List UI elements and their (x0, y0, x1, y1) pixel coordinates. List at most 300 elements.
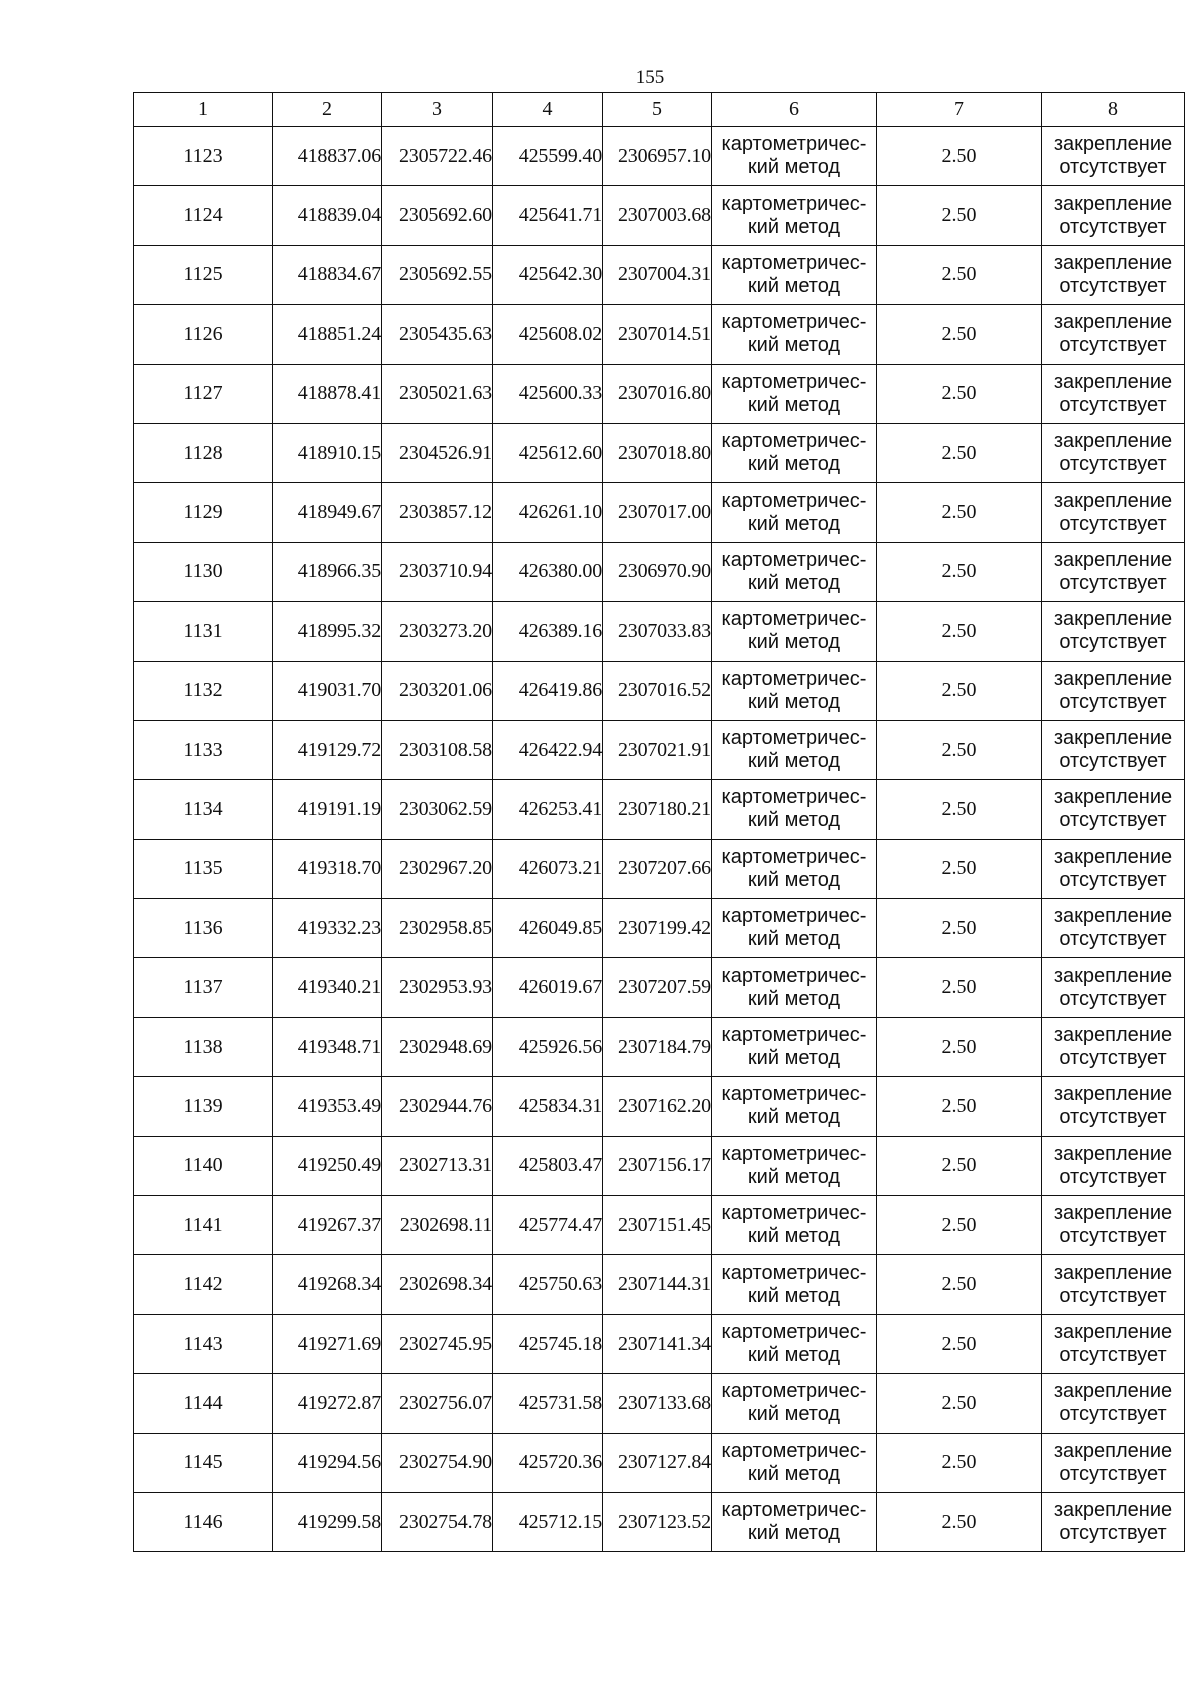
coordinate-x1-cell: 418837.06 (273, 127, 382, 186)
column-header: 1 (134, 93, 273, 127)
coordinate-x1-cell: 419031.70 (273, 661, 382, 720)
coordinate-x2-cell: 425612.60 (493, 423, 603, 482)
method-cell (712, 1017, 877, 1076)
coordinate-y2-cell: 2306970.90 (603, 542, 712, 601)
coordinate-x2-cell: 426049.85 (493, 899, 603, 958)
coordinate-y1-cell: 2302698.11 (382, 1196, 493, 1255)
point-number-cell: 1132 (134, 661, 273, 720)
method-line: кий метод (747, 1047, 841, 1070)
coordinate-x2-cell: 425712.15 (493, 1492, 603, 1551)
status-line: отсутствует (1059, 1284, 1167, 1307)
table-row (134, 1433, 1185, 1492)
point-number-cell: 1123 (134, 127, 273, 186)
method-line: картометричес- (721, 786, 867, 809)
status-line: отсутствует (1059, 631, 1167, 654)
method-line: кий метод (747, 1403, 841, 1426)
coordinate-y2-cell: 2307004.31 (603, 245, 712, 304)
status-line: закрепление (1053, 1321, 1173, 1343)
coordinate-y2-cell: 2307184.79 (603, 1017, 712, 1076)
coordinate-y2-cell: 2307180.21 (603, 780, 712, 839)
status-line: отсутствует (1059, 274, 1167, 297)
point-number-cell: 1124 (134, 186, 273, 245)
column-header: 7 (877, 93, 1042, 127)
accuracy-cell: 2.50 (877, 1136, 1042, 1195)
status-line: отсутствует (1059, 393, 1167, 416)
coordinate-x2-cell: 425599.40 (493, 127, 603, 186)
method-cell (712, 661, 877, 720)
accuracy-cell: 2.50 (877, 1077, 1042, 1136)
status-line: отсутствует (1059, 156, 1167, 179)
table-row (134, 305, 1185, 364)
method-line: кий метод (747, 215, 841, 238)
coordinate-x2-cell: 425720.36 (493, 1433, 603, 1492)
status-cell (1042, 1492, 1185, 1551)
column-header: 6 (712, 93, 877, 127)
status-line: отсутствует (1059, 1225, 1167, 1248)
coordinate-y2-cell: 2307017.00 (603, 483, 712, 542)
method-line: картометричес- (721, 1024, 867, 1047)
status-line: закрепление (1053, 1202, 1173, 1225)
point-number-cell: 1139 (134, 1077, 273, 1136)
status-line: отсутствует (1059, 809, 1167, 832)
accuracy-cell: 2.50 (877, 958, 1042, 1017)
coordinate-y1-cell: 2305021.63 (382, 364, 493, 423)
method-line: картометричес- (721, 1499, 867, 1522)
method-line: кий метод (747, 453, 841, 476)
point-number-cell: 1135 (134, 839, 273, 898)
status-line: закрепление (1053, 1380, 1173, 1403)
status-line: отсутствует (1059, 1106, 1167, 1129)
table-row (134, 661, 1185, 720)
table-row (134, 1136, 1185, 1195)
method-cell (712, 1136, 877, 1195)
status-line: закрепление (1053, 1261, 1173, 1284)
status-cell (1042, 899, 1185, 958)
status-line: закрепление (1053, 667, 1173, 690)
table-body (134, 127, 1185, 1552)
coordinate-y2-cell: 2307151.45 (603, 1196, 712, 1255)
status-cell (1042, 1255, 1185, 1314)
status-cell (1042, 127, 1185, 186)
coordinate-y1-cell: 2302698.34 (382, 1255, 493, 1314)
coordinate-y1-cell: 2304526.91 (382, 423, 493, 482)
method-line: картометричес- (721, 964, 867, 987)
coordinates-table (133, 92, 1185, 1552)
coordinate-x2-cell: 426253.41 (493, 780, 603, 839)
method-line: кий метод (747, 1225, 841, 1248)
table-row (134, 1492, 1185, 1551)
status-line: закрепление (1053, 786, 1173, 809)
point-number-cell: 1134 (134, 780, 273, 839)
accuracy-cell: 2.50 (877, 1196, 1042, 1255)
status-line: закрепление (1053, 251, 1173, 274)
table-row (134, 364, 1185, 423)
status-line: закрепление (1053, 548, 1173, 571)
coordinate-x2-cell: 425641.71 (493, 186, 603, 245)
table-row (134, 186, 1185, 245)
method-line: кий метод (747, 156, 841, 179)
status-line: отсутствует (1059, 453, 1167, 476)
coordinate-x1-cell: 419250.49 (273, 1136, 382, 1195)
method-cell (712, 602, 877, 661)
coordinate-x2-cell: 425745.18 (493, 1314, 603, 1373)
coordinate-x2-cell: 426261.10 (493, 483, 603, 542)
point-number-cell: 1142 (134, 1255, 273, 1314)
table-row (134, 1077, 1185, 1136)
status-line: закрепление (1053, 845, 1173, 868)
coordinate-x2-cell: 425731.58 (493, 1374, 603, 1433)
coordinate-x2-cell: 426389.16 (493, 602, 603, 661)
status-cell (1042, 602, 1185, 661)
method-cell (712, 1196, 877, 1255)
coordinate-x1-cell: 419268.34 (273, 1255, 382, 1314)
accuracy-cell: 2.50 (877, 305, 1042, 364)
coordinate-y2-cell: 2307156.17 (603, 1136, 712, 1195)
status-cell (1042, 1433, 1185, 1492)
accuracy-cell: 2.50 (877, 127, 1042, 186)
coordinate-y1-cell: 2302948.69 (382, 1017, 493, 1076)
coordinate-x1-cell: 419348.71 (273, 1017, 382, 1076)
coordinate-y2-cell: 2307127.84 (603, 1433, 712, 1492)
status-line: закрепление (1053, 370, 1173, 393)
coordinate-x2-cell: 425608.02 (493, 305, 603, 364)
coordinate-y2-cell: 2307162.20 (603, 1077, 712, 1136)
coordinate-x2-cell: 425926.56 (493, 1017, 603, 1076)
method-line: кий метод (747, 274, 841, 297)
coordinate-x1-cell: 418966.35 (273, 542, 382, 601)
status-cell (1042, 780, 1185, 839)
coordinate-y2-cell: 2307018.80 (603, 423, 712, 482)
table-row (134, 839, 1185, 898)
method-line: картометричес- (721, 1380, 867, 1403)
header-row (134, 93, 1185, 127)
accuracy-cell: 2.50 (877, 1255, 1042, 1314)
method-line: картометричес- (721, 1321, 867, 1343)
status-line: отсутствует (1059, 1165, 1167, 1188)
coordinate-x2-cell: 425750.63 (493, 1255, 603, 1314)
column-header: 4 (493, 93, 603, 127)
method-line: кий метод (747, 1522, 841, 1545)
method-line: кий метод (747, 334, 841, 357)
status-line: отсутствует (1059, 987, 1167, 1010)
coordinate-y2-cell: 2307207.66 (603, 839, 712, 898)
coordinate-y1-cell: 2302944.76 (382, 1077, 493, 1136)
method-cell (712, 1255, 877, 1314)
method-cell (712, 839, 877, 898)
accuracy-cell: 2.50 (877, 1374, 1042, 1433)
coordinate-x2-cell: 426419.86 (493, 661, 603, 720)
point-number-cell: 1127 (134, 364, 273, 423)
method-line: картометричес- (721, 1439, 867, 1462)
coordinate-x1-cell: 418851.24 (273, 305, 382, 364)
table-row (134, 423, 1185, 482)
accuracy-cell: 2.50 (877, 780, 1042, 839)
status-line: закрепление (1053, 964, 1173, 987)
method-cell (712, 1433, 877, 1492)
status-cell (1042, 245, 1185, 304)
method-line: кий метод (747, 809, 841, 832)
point-number-cell: 1129 (134, 483, 273, 542)
accuracy-cell: 2.50 (877, 602, 1042, 661)
status-line: отсутствует (1059, 928, 1167, 951)
coordinate-y1-cell: 2302967.20 (382, 839, 493, 898)
method-cell (712, 899, 877, 958)
coordinate-y1-cell: 2305435.63 (382, 305, 493, 364)
status-cell (1042, 1017, 1185, 1076)
method-line: кий метод (747, 690, 841, 713)
table-row (134, 1374, 1185, 1433)
coordinate-x1-cell: 419353.49 (273, 1077, 382, 1136)
coordinate-x2-cell: 426422.94 (493, 720, 603, 779)
status-cell (1042, 1077, 1185, 1136)
point-number-cell: 1128 (134, 423, 273, 482)
method-line: картометричес- (721, 1202, 867, 1225)
accuracy-cell: 2.50 (877, 423, 1042, 482)
status-line: закрепление (1053, 311, 1173, 334)
coordinate-y1-cell: 2305692.60 (382, 186, 493, 245)
accuracy-cell: 2.50 (877, 1492, 1042, 1551)
point-number-cell: 1136 (134, 899, 273, 958)
method-cell (712, 1374, 877, 1433)
coordinate-y1-cell: 2302756.07 (382, 1374, 493, 1433)
accuracy-cell: 2.50 (877, 1433, 1042, 1492)
table-row (134, 1196, 1185, 1255)
coordinate-x1-cell: 418995.32 (273, 602, 382, 661)
status-cell (1042, 720, 1185, 779)
method-line: кий метод (747, 1344, 841, 1366)
status-cell (1042, 364, 1185, 423)
status-line: закрепление (1053, 905, 1173, 928)
accuracy-cell: 2.50 (877, 839, 1042, 898)
coordinate-x1-cell: 419332.23 (273, 899, 382, 958)
status-line: отсутствует (1059, 750, 1167, 773)
table-row (134, 1314, 1185, 1373)
method-line: картометричес- (721, 727, 867, 750)
method-line: картометричес- (721, 1142, 867, 1165)
coordinate-x2-cell: 425774.47 (493, 1196, 603, 1255)
table-row (134, 1017, 1185, 1076)
status-line: отсутствует (1059, 1403, 1167, 1426)
coordinate-x1-cell: 419318.70 (273, 839, 382, 898)
point-number-cell: 1146 (134, 1492, 273, 1551)
table-row (134, 720, 1185, 779)
status-line: отсутствует (1059, 690, 1167, 713)
status-line: закрепление (1053, 1024, 1173, 1047)
method-line: картометричес- (721, 251, 867, 274)
status-cell (1042, 186, 1185, 245)
status-line: отсутствует (1059, 1462, 1167, 1485)
method-line: кий метод (747, 1284, 841, 1307)
status-line: отсутствует (1059, 868, 1167, 891)
method-cell (712, 720, 877, 779)
status-cell (1042, 1314, 1185, 1373)
coordinate-y1-cell: 2303857.12 (382, 483, 493, 542)
method-line: кий метод (747, 631, 841, 654)
status-cell (1042, 1196, 1185, 1255)
coordinate-y2-cell: 2307199.42 (603, 899, 712, 958)
coordinate-x2-cell: 425642.30 (493, 245, 603, 304)
status-line: отсутствует (1059, 571, 1167, 594)
point-number-cell: 1133 (134, 720, 273, 779)
status-cell (1042, 1136, 1185, 1195)
coordinate-y2-cell: 2307207.59 (603, 958, 712, 1017)
method-line: картометричес- (721, 905, 867, 928)
table-row (134, 127, 1185, 186)
coordinate-x1-cell: 419340.21 (273, 958, 382, 1017)
status-line: закрепление (1053, 192, 1173, 215)
coordinate-x1-cell: 419267.37 (273, 1196, 382, 1255)
coordinate-x2-cell: 425834.31 (493, 1077, 603, 1136)
coordinate-y2-cell: 2307003.68 (603, 186, 712, 245)
coordinate-y1-cell: 2303710.94 (382, 542, 493, 601)
method-line: кий метод (747, 512, 841, 535)
method-line: картометричес- (721, 667, 867, 690)
method-line: кий метод (747, 1462, 841, 1485)
table-row (134, 1255, 1185, 1314)
status-cell (1042, 305, 1185, 364)
method-line: кий метод (747, 1106, 841, 1129)
method-cell (712, 245, 877, 304)
coordinate-y1-cell: 2303201.06 (382, 661, 493, 720)
status-line: закрепление (1053, 1142, 1173, 1165)
coordinate-x1-cell: 418910.15 (273, 423, 382, 482)
method-line: кий метод (747, 987, 841, 1010)
coordinate-y1-cell: 2302745.95 (382, 1314, 493, 1373)
accuracy-cell: 2.50 (877, 186, 1042, 245)
point-number-cell: 1126 (134, 305, 273, 364)
method-line: кий метод (747, 1165, 841, 1188)
method-line: картометричес- (721, 1261, 867, 1284)
status-line: отсутствует (1059, 1047, 1167, 1070)
method-cell (712, 542, 877, 601)
table-row (134, 899, 1185, 958)
table-row (134, 542, 1185, 601)
accuracy-cell: 2.50 (877, 661, 1042, 720)
method-line: картометричес- (721, 1083, 867, 1106)
status-line: закрепление (1053, 489, 1173, 512)
method-line: кий метод (747, 393, 841, 416)
coordinate-x2-cell: 425600.33 (493, 364, 603, 423)
status-cell (1042, 423, 1185, 482)
method-cell (712, 186, 877, 245)
status-line: отсутствует (1059, 1344, 1167, 1366)
method-cell (712, 364, 877, 423)
point-number-cell: 1145 (134, 1433, 273, 1492)
point-number-cell: 1141 (134, 1196, 273, 1255)
coordinate-x2-cell: 426073.21 (493, 839, 603, 898)
coordinate-x1-cell: 418878.41 (273, 364, 382, 423)
status-line: отсутствует (1059, 215, 1167, 238)
coordinate-x2-cell: 426019.67 (493, 958, 603, 1017)
status-line: закрепление (1053, 430, 1173, 453)
status-cell (1042, 542, 1185, 601)
method-line: картометричес- (721, 548, 867, 571)
method-line: картометричес- (721, 489, 867, 512)
coordinate-y2-cell: 2307014.51 (603, 305, 712, 364)
coordinate-x1-cell: 418839.04 (273, 186, 382, 245)
point-number-cell: 1125 (134, 245, 273, 304)
column-header: 5 (603, 93, 712, 127)
point-number-cell: 1144 (134, 1374, 273, 1433)
method-line: кий метод (747, 571, 841, 594)
method-cell (712, 1492, 877, 1551)
method-cell (712, 305, 877, 364)
status-line: закрепление (1053, 1499, 1173, 1522)
coordinate-y1-cell: 2302713.31 (382, 1136, 493, 1195)
table-row (134, 958, 1185, 1017)
status-cell (1042, 661, 1185, 720)
coordinate-y2-cell: 2307033.83 (603, 602, 712, 661)
method-cell (712, 423, 877, 482)
point-number-cell: 1131 (134, 602, 273, 661)
method-line: кий метод (747, 928, 841, 951)
method-line: картометричес- (721, 192, 867, 215)
status-cell (1042, 958, 1185, 1017)
method-cell (712, 958, 877, 1017)
method-cell (712, 483, 877, 542)
method-cell (712, 780, 877, 839)
point-number-cell: 1138 (134, 1017, 273, 1076)
accuracy-cell: 2.50 (877, 720, 1042, 779)
method-line: картометричес- (721, 608, 867, 631)
table-row (134, 245, 1185, 304)
method-line: картометричес- (721, 845, 867, 868)
status-cell (1042, 1374, 1185, 1433)
table-row (134, 780, 1185, 839)
method-line: картометричес- (721, 370, 867, 393)
accuracy-cell: 2.50 (877, 245, 1042, 304)
method-cell (712, 1077, 877, 1136)
column-header: 8 (1042, 93, 1185, 127)
status-line: закрепление (1053, 1083, 1173, 1106)
method-line: кий метод (747, 868, 841, 891)
column-header: 3 (382, 93, 493, 127)
method-line: кий метод (747, 750, 841, 773)
coordinate-y1-cell: 2305692.55 (382, 245, 493, 304)
status-line: закрепление (1053, 727, 1173, 750)
page-number: 155 (635, 67, 665, 88)
coordinate-y2-cell: 2307123.52 (603, 1492, 712, 1551)
method-cell (712, 127, 877, 186)
coordinate-y2-cell: 2307021.91 (603, 720, 712, 779)
coordinate-y2-cell: 2307016.80 (603, 364, 712, 423)
method-cell (712, 1314, 877, 1373)
table-row (134, 602, 1185, 661)
coordinate-y1-cell: 2303062.59 (382, 780, 493, 839)
coordinate-y1-cell: 2302958.85 (382, 899, 493, 958)
column-header: 2 (273, 93, 382, 127)
coordinate-y1-cell: 2302754.90 (382, 1433, 493, 1492)
status-line: отсутствует (1059, 512, 1167, 535)
coordinate-x1-cell: 418834.67 (273, 245, 382, 304)
method-line: картометричес- (721, 311, 867, 334)
coordinate-y1-cell: 2303273.20 (382, 602, 493, 661)
table-row (134, 483, 1185, 542)
accuracy-cell: 2.50 (877, 483, 1042, 542)
coordinate-y2-cell: 2306957.10 (603, 127, 712, 186)
status-line: закрепление (1053, 133, 1173, 156)
point-number-cell: 1137 (134, 958, 273, 1017)
coordinate-x1-cell: 419191.19 (273, 780, 382, 839)
coordinate-y1-cell: 2302754.78 (382, 1492, 493, 1551)
method-line: картометричес- (721, 430, 867, 453)
coordinate-x1-cell: 419271.69 (273, 1314, 382, 1373)
coordinate-y2-cell: 2307144.31 (603, 1255, 712, 1314)
coordinate-y1-cell: 2305722.46 (382, 127, 493, 186)
coordinate-y2-cell: 2307141.34 (603, 1314, 712, 1373)
coordinate-y1-cell: 2303108.58 (382, 720, 493, 779)
status-cell (1042, 483, 1185, 542)
